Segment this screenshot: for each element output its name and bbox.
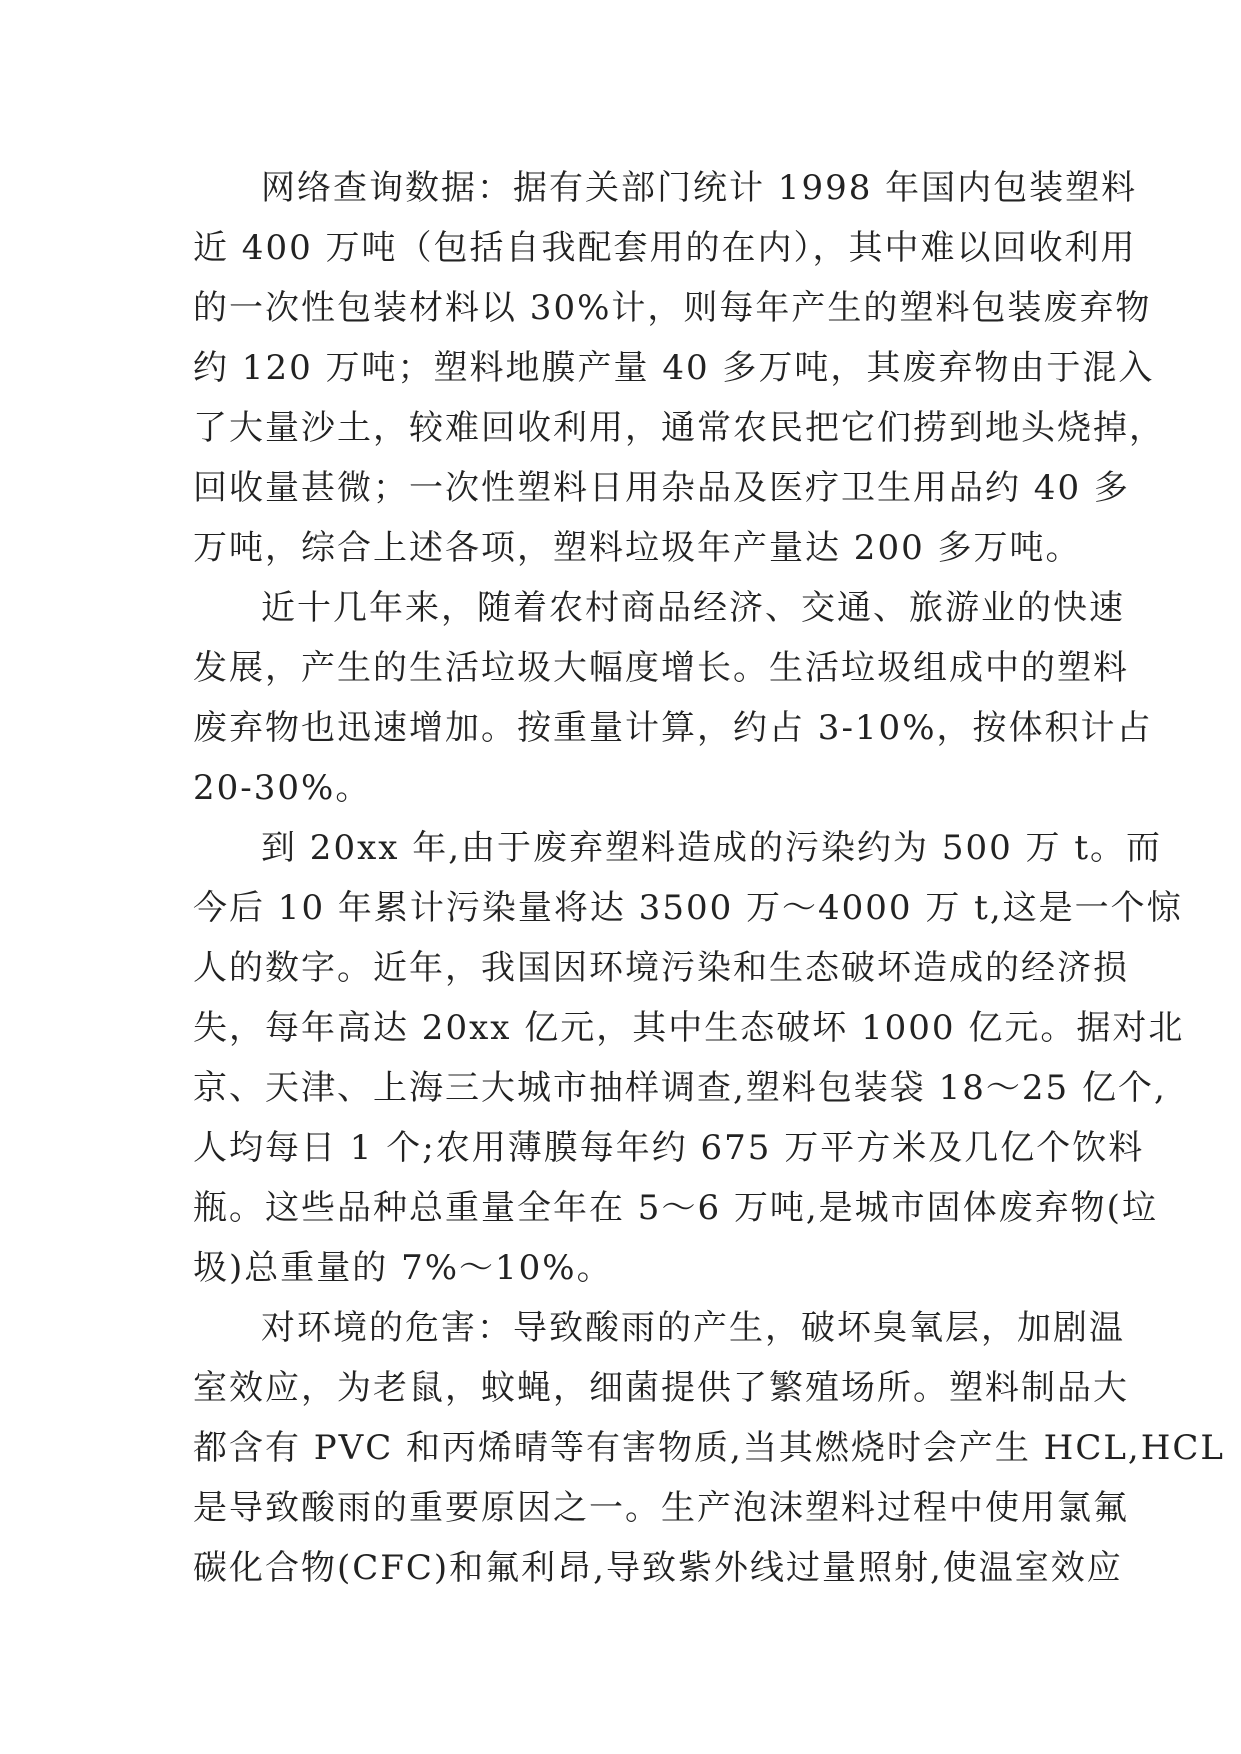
text-line bbox=[193, 1358, 1129, 1418]
text-line bbox=[193, 1118, 1145, 1178]
text-line bbox=[193, 518, 1082, 578]
text-line-content: 对环境的危害：导致酸雨的产生，破坏臭氧层，加剧温 bbox=[261, 1308, 1125, 1348]
paragraph-pollution-stats bbox=[193, 818, 1185, 1298]
text-line bbox=[193, 458, 1130, 518]
text-line-content: 20-30%。 bbox=[193, 768, 372, 808]
text-line bbox=[193, 158, 1138, 218]
text-line-content: 的一次性包装材料以 30%计，则每年产生的塑料包装废弃物 bbox=[193, 288, 1152, 328]
text-line bbox=[193, 1178, 1158, 1238]
text-line bbox=[193, 1298, 1125, 1358]
text-line-content: 近十几年来，随着农村商品经济、交通、旅游业的快速 bbox=[261, 588, 1125, 628]
text-line bbox=[193, 278, 1152, 338]
text-line bbox=[193, 1058, 1167, 1118]
text-line-content: 人的数字。近年，我国因环境污染和生态破坏造成的经济损 bbox=[193, 948, 1129, 988]
paragraph-rural-waste bbox=[193, 578, 1153, 818]
text-line bbox=[193, 638, 1129, 698]
paragraph-plastic-data bbox=[193, 158, 1165, 578]
paragraph-environmental-harm bbox=[193, 1298, 1225, 1598]
text-line bbox=[193, 878, 1183, 938]
text-line bbox=[193, 578, 1125, 638]
text-line-content: 室效应，为老鼠，蚊蝇，细菌提供了繁殖场所。塑料制品大 bbox=[193, 1368, 1129, 1408]
text-line-content: 都含有 PVC 和丙烯晴等有害物质,当其燃烧时会产生 HCL,HCL bbox=[193, 1428, 1225, 1468]
text-line bbox=[193, 1238, 1055, 1298]
text-line bbox=[193, 218, 1137, 278]
text-line-content: 是导致酸雨的重要原因之一。生产泡沫塑料过程中使用氯氟 bbox=[193, 1488, 1129, 1528]
text-line-content: 今后 10 年累计污染量将达 3500 万～4000 万 t,这是一个惊 bbox=[193, 888, 1183, 928]
text-line-content: 京、天津、上海三大城市抽样调查,塑料包装袋 18～25 亿个, bbox=[193, 1068, 1167, 1108]
text-line-content: 到 20xx 年,由于废弃塑料造成的污染约为 500 万 t。而 bbox=[261, 828, 1163, 868]
text-line bbox=[193, 758, 1055, 818]
text-line bbox=[193, 398, 1165, 458]
text-line-content: 碳化合物(CFC)和氟利昂,导致紫外线过量照射,使温室效应 bbox=[193, 1548, 1123, 1588]
text-line-content: 约 120 万吨；塑料地膜产量 40 多万吨，其废弃物由于混入 bbox=[193, 348, 1155, 388]
text-line bbox=[193, 998, 1185, 1058]
text-line-content: 万吨，综合上述各项，塑料垃圾年产量达 200 多万吨。 bbox=[193, 528, 1082, 568]
document-body bbox=[193, 158, 1225, 1598]
text-line bbox=[193, 1538, 1123, 1598]
text-line bbox=[193, 1418, 1225, 1478]
text-line-content: 圾)总重量的 7%～10%。 bbox=[193, 1248, 613, 1288]
text-line-content: 废弃物也迅速增加。按重量计算，约占 3-10%，按体积计占 bbox=[193, 708, 1153, 748]
text-line bbox=[193, 1478, 1129, 1538]
text-line bbox=[193, 698, 1153, 758]
text-line bbox=[193, 338, 1155, 398]
text-line-content: 瓶。这些品种总重量全年在 5～6 万吨,是城市固体废弃物(垃 bbox=[193, 1188, 1158, 1228]
text-line-content: 了大量沙土，较难回收利用，通常农民把它们捞到地头烧掉， bbox=[193, 408, 1165, 448]
text-line-content: 发展，产生的生活垃圾大幅度增长。生活垃圾组成中的塑料 bbox=[193, 648, 1129, 688]
text-line bbox=[193, 818, 1163, 878]
text-line-content: 人均每日 1 个;农用薄膜每年约 675 万平方米及几亿个饮料 bbox=[193, 1128, 1145, 1168]
text-line-content: 失，每年高达 20xx 亿元，其中生态破坏 1000 亿元。据对北 bbox=[193, 1008, 1185, 1048]
text-line bbox=[193, 938, 1129, 998]
text-line-content: 近 400 万吨（包括自我配套用的在内），其中难以回收利用 bbox=[193, 228, 1137, 268]
text-line-content: 网络查询数据：据有关部门统计 1998 年国内包装塑料 bbox=[261, 168, 1138, 208]
text-line-content: 回收量甚微；一次性塑料日用杂品及医疗卫生用品约 40 多 bbox=[193, 468, 1130, 508]
